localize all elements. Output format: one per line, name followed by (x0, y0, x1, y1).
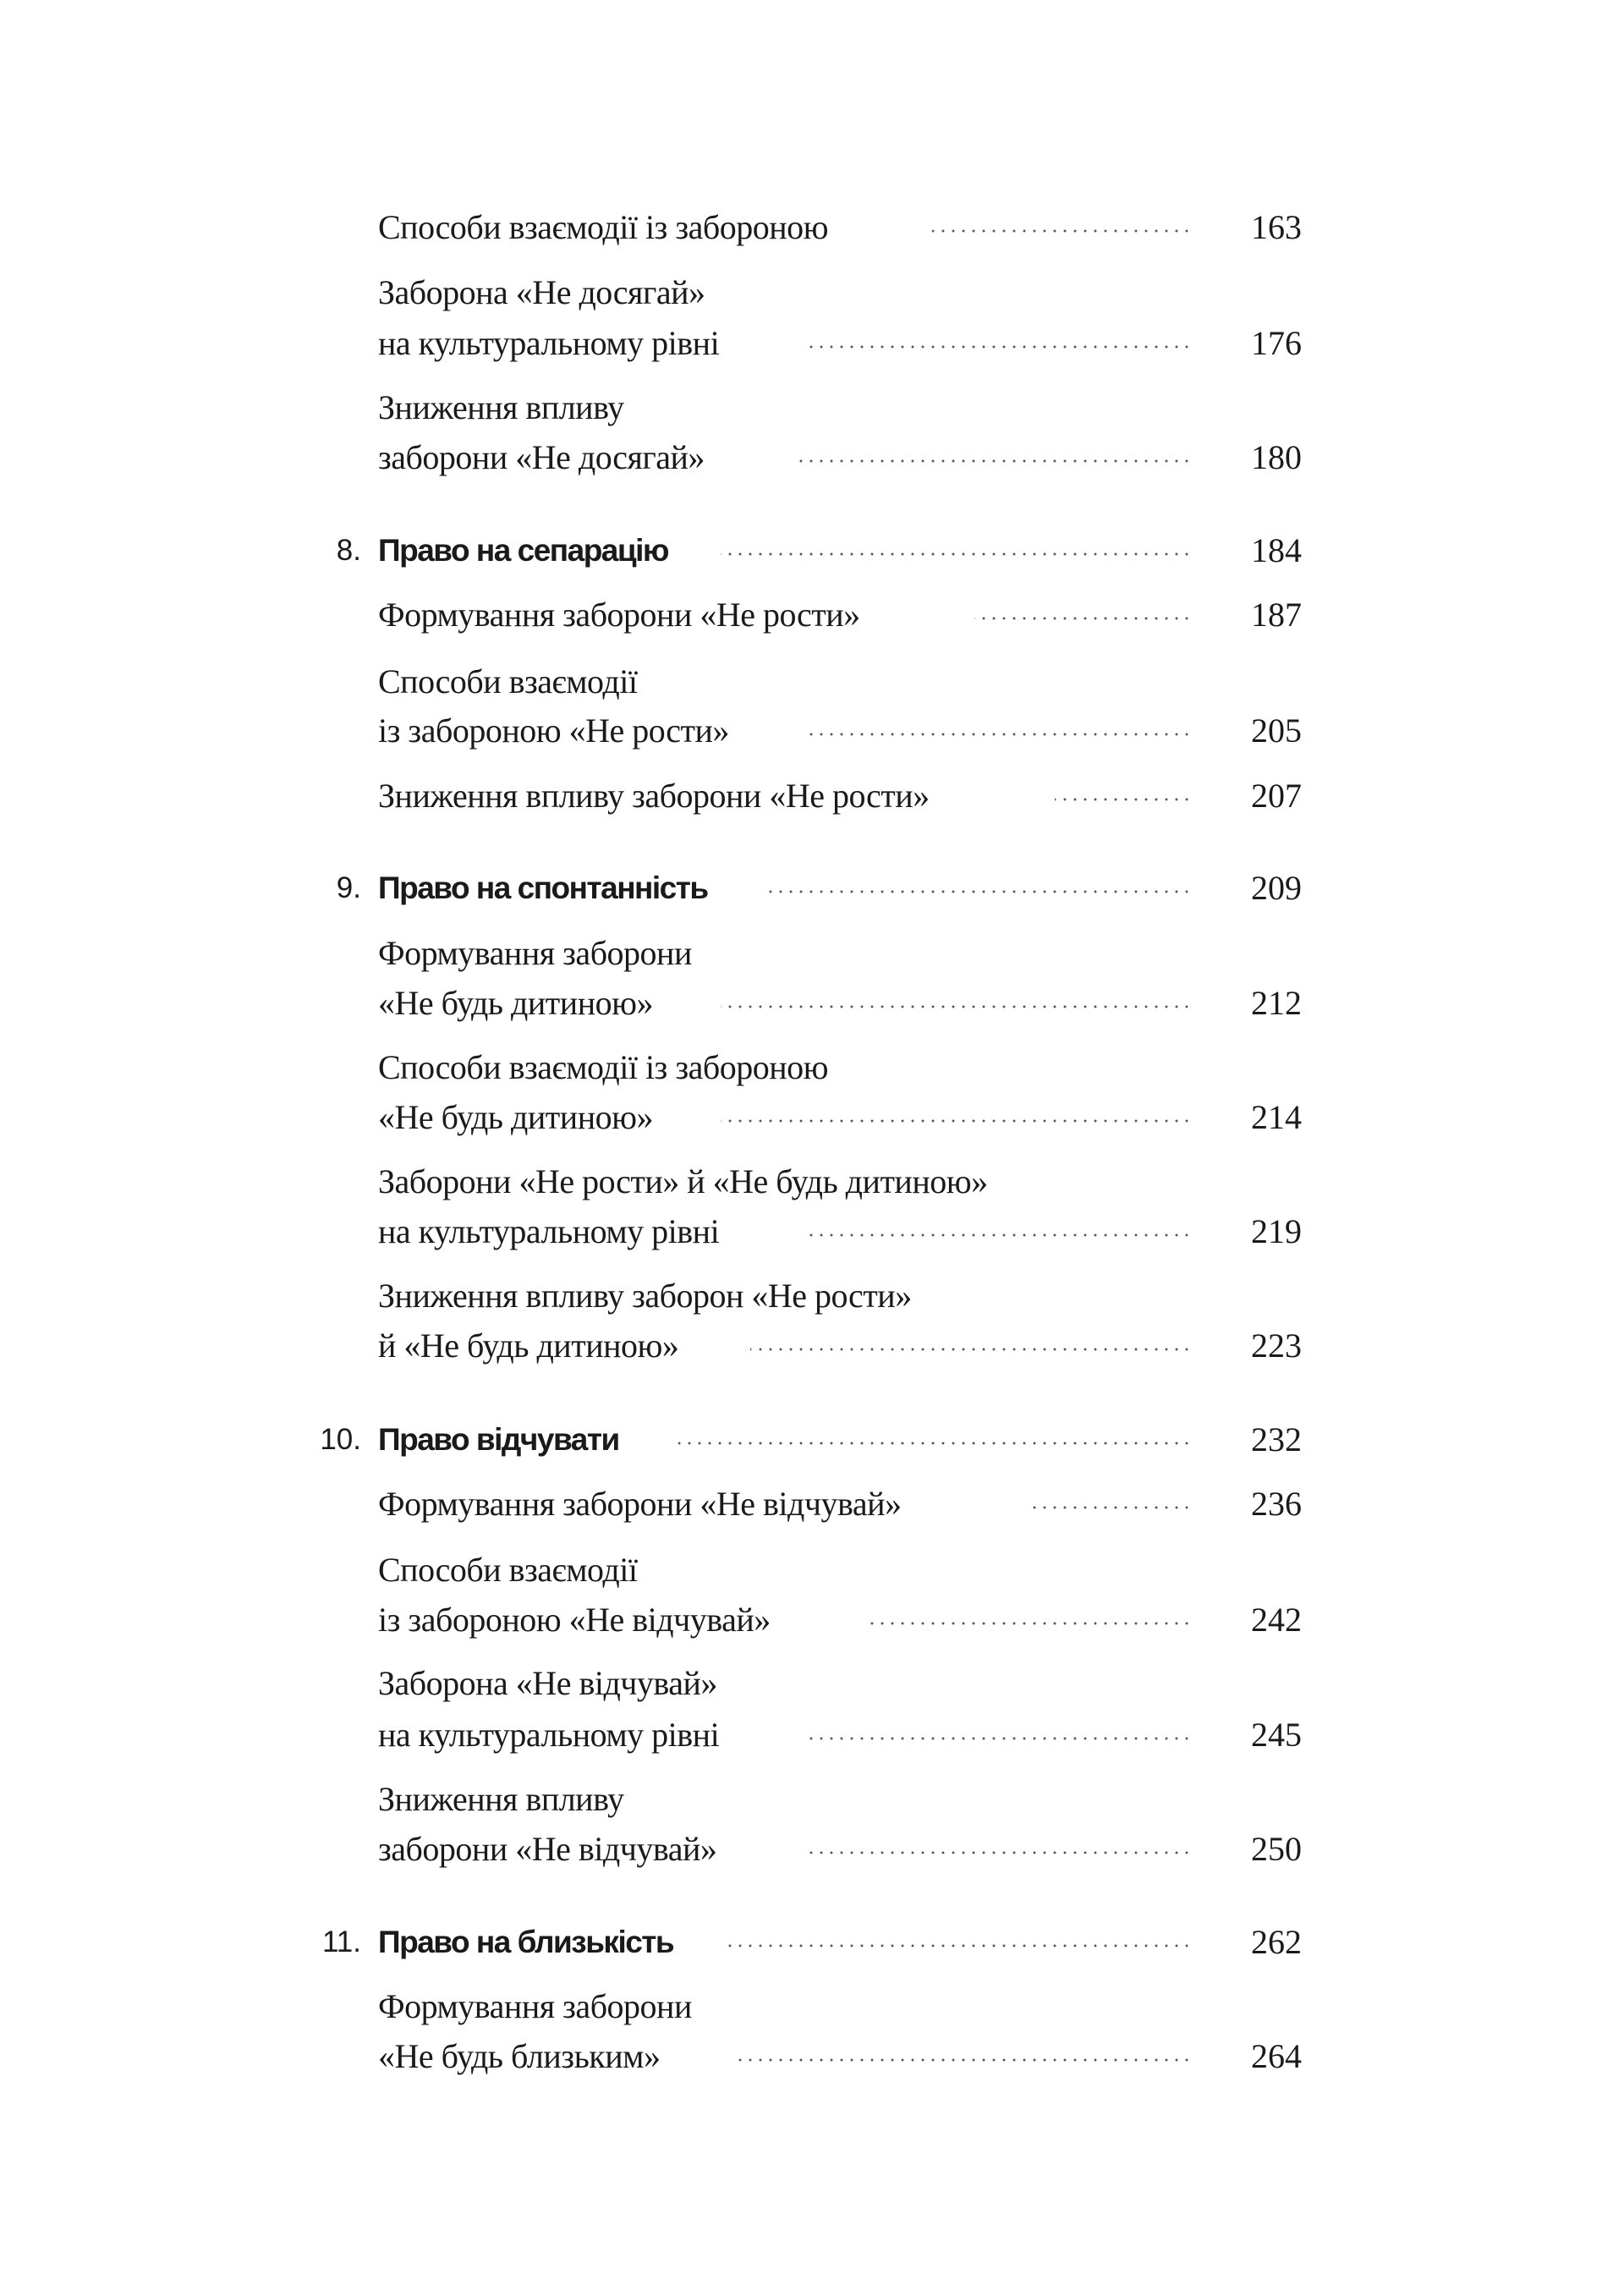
toc-entry-title: із забороною «Не відчувай» (378, 1601, 771, 1639)
toc-entry[interactable] (378, 1824, 1302, 1875)
page-number: 180 (1251, 438, 1302, 476)
toc-entry[interactable] (378, 432, 1302, 483)
toc-entry-title: на культуральному рівні (378, 324, 720, 362)
page-number: 262 (1251, 1923, 1302, 1961)
dot-leader (805, 1737, 1192, 1740)
toc-entry[interactable] (378, 2031, 1302, 2082)
dot-leader (721, 1005, 1192, 1008)
page-number: 236 (1251, 1485, 1302, 1523)
toc-entry[interactable] (378, 1206, 1302, 1257)
chapter-number: 8. (336, 534, 361, 567)
dot-leader (805, 345, 1192, 349)
toc-entry-title-line: Зниження впливу (378, 1780, 624, 1818)
toc-entry[interactable] (378, 1321, 1302, 1371)
toc-entry[interactable] (378, 590, 1302, 640)
page-number: 214 (1251, 1098, 1302, 1136)
toc-chapter[interactable] (321, 1917, 1302, 1968)
page-number: 176 (1251, 324, 1302, 362)
toc-entry[interactable] (378, 202, 1302, 253)
toc-entry[interactable] (378, 706, 1302, 756)
chapter-number: 11. (321, 1925, 361, 1958)
page-number: 163 (1251, 208, 1302, 246)
chapter-number: 10. (320, 1423, 361, 1456)
dot-leader (869, 1622, 1192, 1625)
dot-leader (678, 1442, 1192, 1445)
toc-entry-title: заборони «Не досягай» (378, 438, 705, 476)
toc-entry-title: й «Не будь дитиною» (378, 1327, 679, 1365)
page-number: 245 (1251, 1716, 1302, 1754)
chapter-title: Право на сепарацію (378, 533, 668, 568)
toc-entry-title: на культуральному рівні (378, 1212, 720, 1250)
page-number: 264 (1251, 2037, 1302, 2075)
toc-entry-title: Формування заборони «Не рости» (378, 596, 860, 634)
page-number: 250 (1251, 1830, 1302, 1868)
dot-leader (763, 890, 1192, 893)
toc-entry-title: на культуральному рівні (378, 1716, 720, 1754)
page-number: 223 (1251, 1327, 1302, 1365)
toc-entry-title-line: Способи взаємодії із забороною (378, 1048, 829, 1086)
toc-entry-title-line: Зниження впливу заборон «Не рости» (378, 1277, 912, 1315)
page-number: 212 (1251, 984, 1302, 1022)
dot-leader (793, 459, 1192, 463)
toc-chapter[interactable] (336, 863, 1302, 914)
chapter-title: Право відчувати (378, 1422, 619, 1457)
page-number: 187 (1251, 596, 1302, 634)
dot-leader (1055, 798, 1192, 801)
dot-leader (733, 2058, 1192, 2062)
toc-entry-title-line: Способи взаємодії (378, 662, 638, 700)
toc-entry[interactable] (378, 1595, 1302, 1645)
toc-entry-title-line: Зниження впливу (378, 388, 624, 426)
toc-entry-title: заборони «Не відчувай» (378, 1830, 717, 1868)
toc-entry-title: «Не будь близьким» (378, 2037, 661, 2075)
dot-leader (721, 1119, 1192, 1123)
toc-entry-title-line: Способи взаємодії (378, 1551, 638, 1589)
page-number: 219 (1251, 1212, 1302, 1250)
page-number: 207 (1251, 777, 1302, 815)
toc-entry-title: «Не будь дитиною» (378, 1098, 653, 1136)
dot-leader (725, 1944, 1192, 1947)
toc-chapter[interactable] (336, 525, 1302, 576)
page-number: 242 (1251, 1601, 1302, 1639)
dot-leader (932, 229, 1192, 233)
toc-entry[interactable] (378, 1479, 1302, 1530)
toc-chapter[interactable] (320, 1414, 1302, 1465)
toc-entry[interactable] (378, 318, 1302, 369)
dot-leader (721, 552, 1192, 556)
dot-leader (805, 1233, 1192, 1237)
toc-entry-title-line: Формування заборони (378, 1987, 692, 2025)
toc-entry-title-line: Заборона «Не відчувай» (378, 1664, 717, 1702)
dot-leader (1029, 1506, 1192, 1509)
page-number: 209 (1251, 869, 1302, 907)
toc-entry[interactable] (378, 1092, 1302, 1143)
toc-entry-title-line: Заборони «Не рости» й «Не будь дитиною» (378, 1162, 988, 1200)
chapter-title: Право на близькість (378, 1925, 674, 1959)
toc-entry-title: Формування заборони «Не відчувай» (378, 1485, 902, 1523)
toc-entry[interactable] (378, 1710, 1302, 1760)
toc-entry-title-line: Формування заборони (378, 934, 692, 972)
toc-entry-title: «Не будь дитиною» (378, 984, 653, 1022)
chapter-title: Право на спонтанність (378, 871, 708, 905)
toc-entry-title: Способи взаємодії із забороною (378, 208, 829, 246)
dot-leader (805, 1851, 1192, 1854)
toc-entry-title-line: Заборона «Не досягай» (378, 273, 705, 311)
dot-leader (750, 1348, 1192, 1351)
page-number: 232 (1251, 1420, 1302, 1458)
dot-leader (809, 733, 1192, 736)
toc-entry-title: Зниження впливу заборони «Не рости» (378, 777, 930, 815)
toc-entry[interactable] (378, 771, 1302, 821)
toc-entry[interactable] (378, 978, 1302, 1029)
chapter-number: 9. (336, 871, 361, 904)
dot-leader (974, 617, 1192, 620)
page-number: 205 (1251, 711, 1302, 750)
page-number: 184 (1251, 531, 1302, 569)
toc-entry-title: із забороною «Не рости» (378, 711, 729, 750)
